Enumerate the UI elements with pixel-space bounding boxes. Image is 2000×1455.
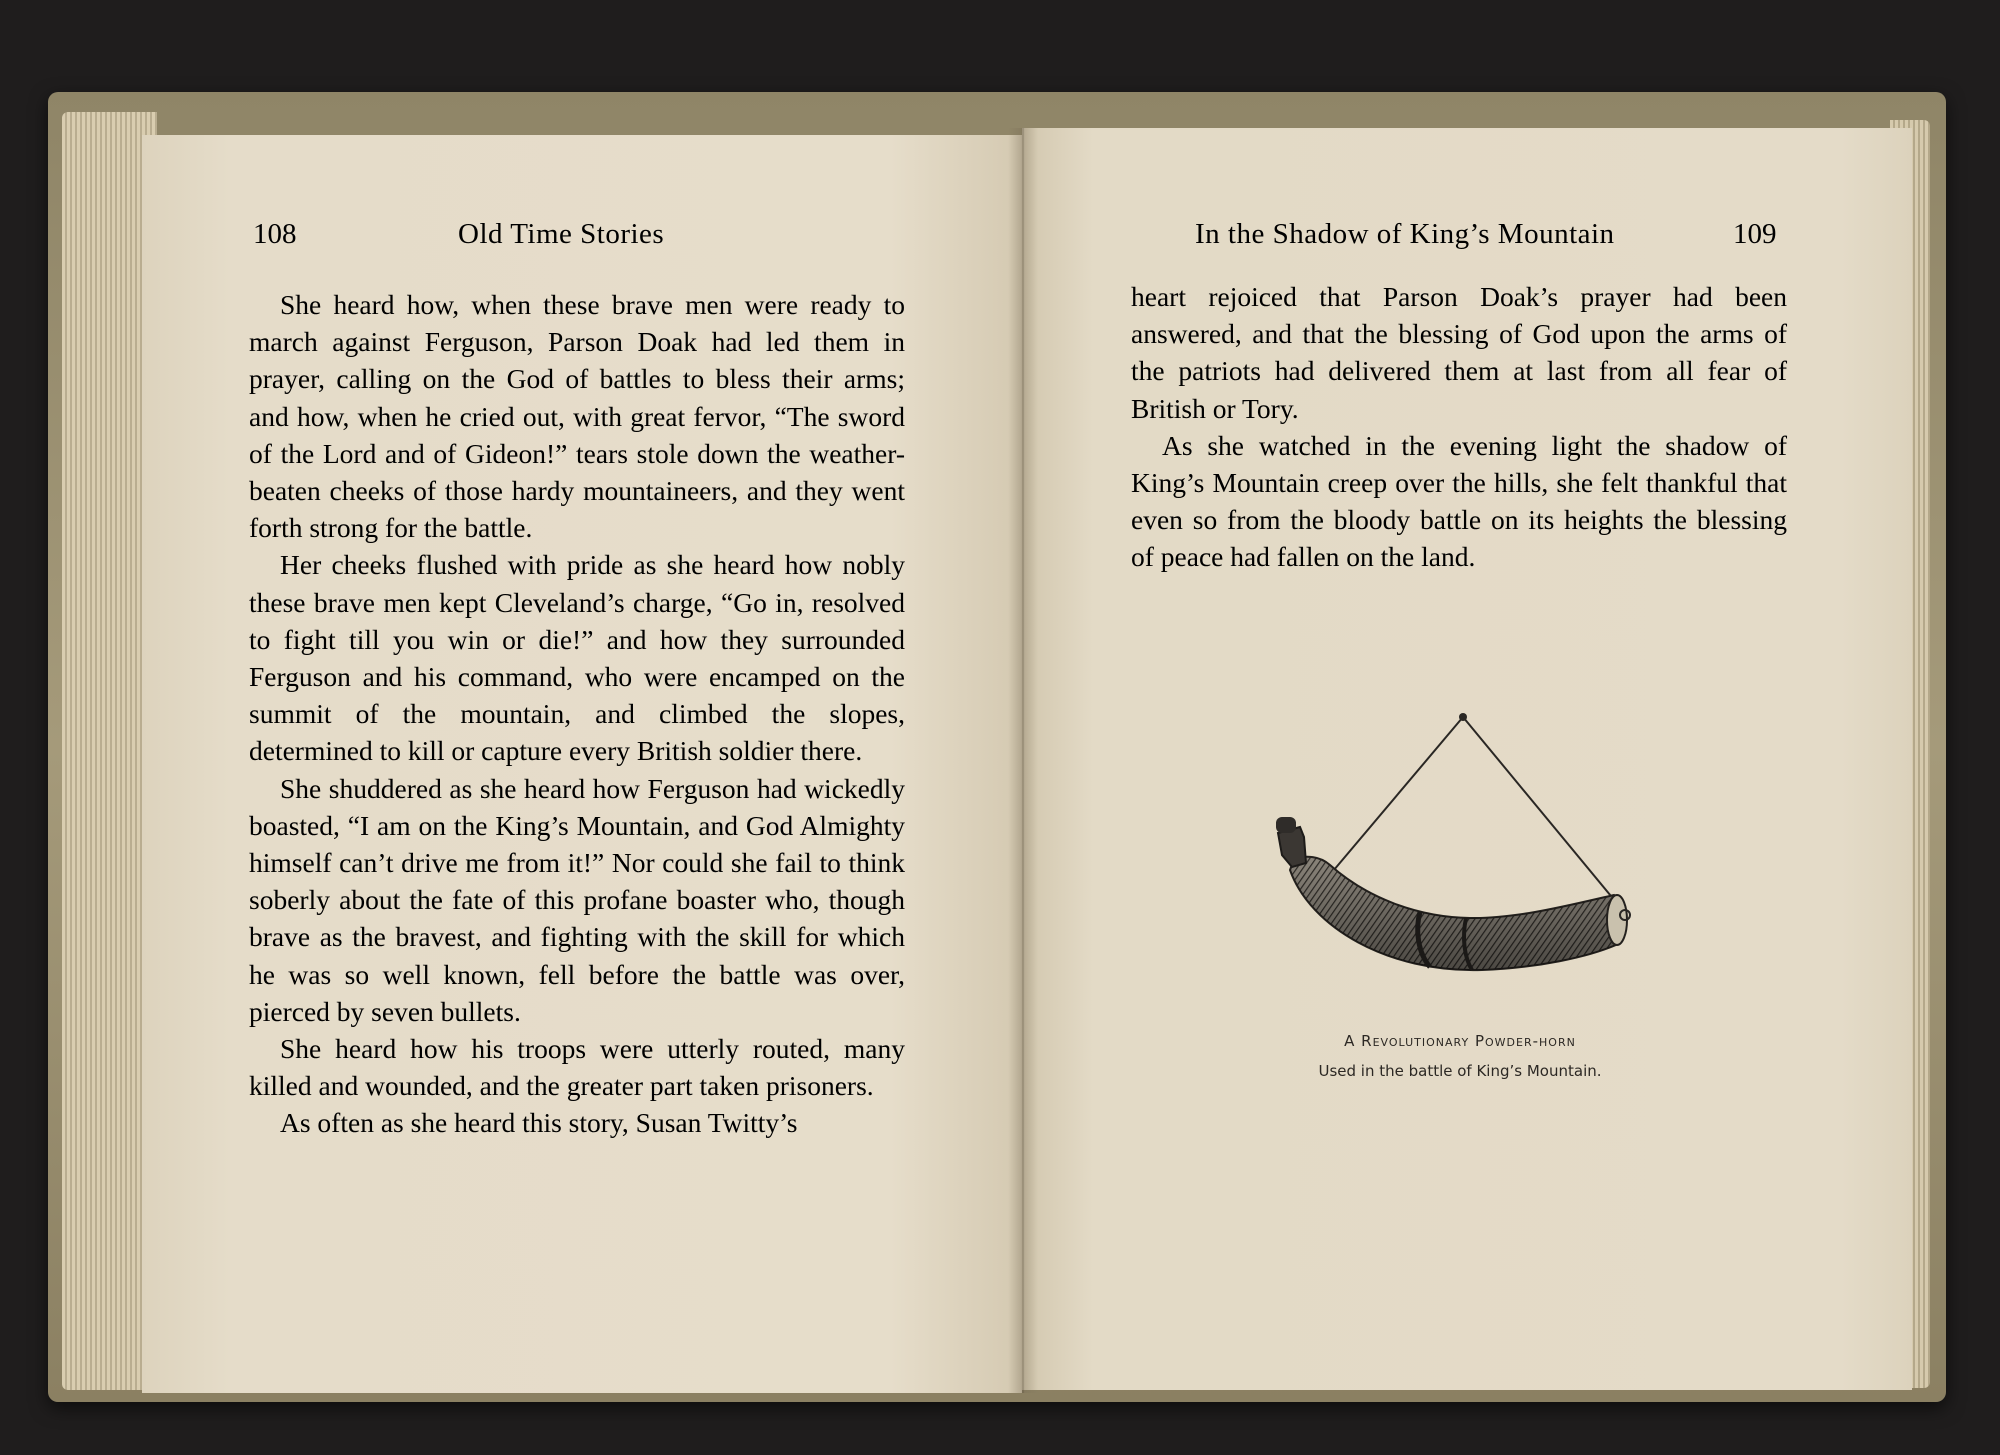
paragraph: She heard how his troops were utterly routed, many killed and wounded, and the greater part taken prisoners. bbox=[249, 1033, 905, 1102]
left-text-block bbox=[249, 286, 905, 1142]
paragraph: heart rejoiced that Parson Doak’s prayer had been answered, and that the blessing of God upon the arms of the patriots had delivered them at last from all fear of British or Tory. bbox=[1131, 281, 1787, 424]
figure-caption-subtitle: Used in the battle of King’s Mountain. bbox=[1318, 1062, 1602, 1080]
paragraph: Her cheeks flushed with pride as she heard how nobly these brave men kept Cleveland’s charge, “Go in, resolved to fight till you win or die!” and how they surrounded Ferguson and his command, who were encamped on the summit of the mountain, and climbed the slopes, determined to kill or capture every British soldier there. bbox=[249, 549, 905, 767]
right-page-number: 109 bbox=[1733, 218, 1777, 250]
paragraph: As she watched in the evening light the shadow of King’s Mountain creep over the hills, she felt thankful that even so from the bloody battle on its heights the blessing of peace had fallen on the land. bbox=[1131, 429, 1787, 573]
powder-horn-illustration bbox=[1270, 705, 1670, 1025]
left-page-number: 108 bbox=[253, 218, 297, 250]
book-gutter bbox=[1008, 128, 1038, 1393]
right-running-head: In the Shadow of King’s Mountain bbox=[1195, 218, 1615, 250]
paragraph: She shuddered as she heard how Ferguson had wickedly boasted, “I am on the King’s Mountain, and God Almighty himself can’t drive me from it!” Nor could she fail to think soberly about the fate of this profane boaster who, though brave as the bravest, and fighting with the skill for which he was so well known, fell before the battle was over, pierced by seven bullets. bbox=[249, 772, 905, 1027]
figure-caption-title: A Revolutionary Powder-horn bbox=[1344, 1032, 1576, 1050]
paragraph: She heard how, when these brave men were ready to march against Ferguson, Parson Doak had led them in prayer, calling on the God of battles to bless their arms; and how, when he cried out, with great fervor, “The sword of the Lord and of Gideon!” tears stole down the weather-beaten cheeks of those hardy mountaineers, and they went forth strong for the battle. bbox=[249, 289, 905, 544]
right-text-block bbox=[1131, 278, 1787, 576]
left-running-head: Old Time Stories bbox=[458, 218, 665, 250]
paragraph: As often as she heard this story, Susan Twitty’s bbox=[280, 1107, 798, 1139]
